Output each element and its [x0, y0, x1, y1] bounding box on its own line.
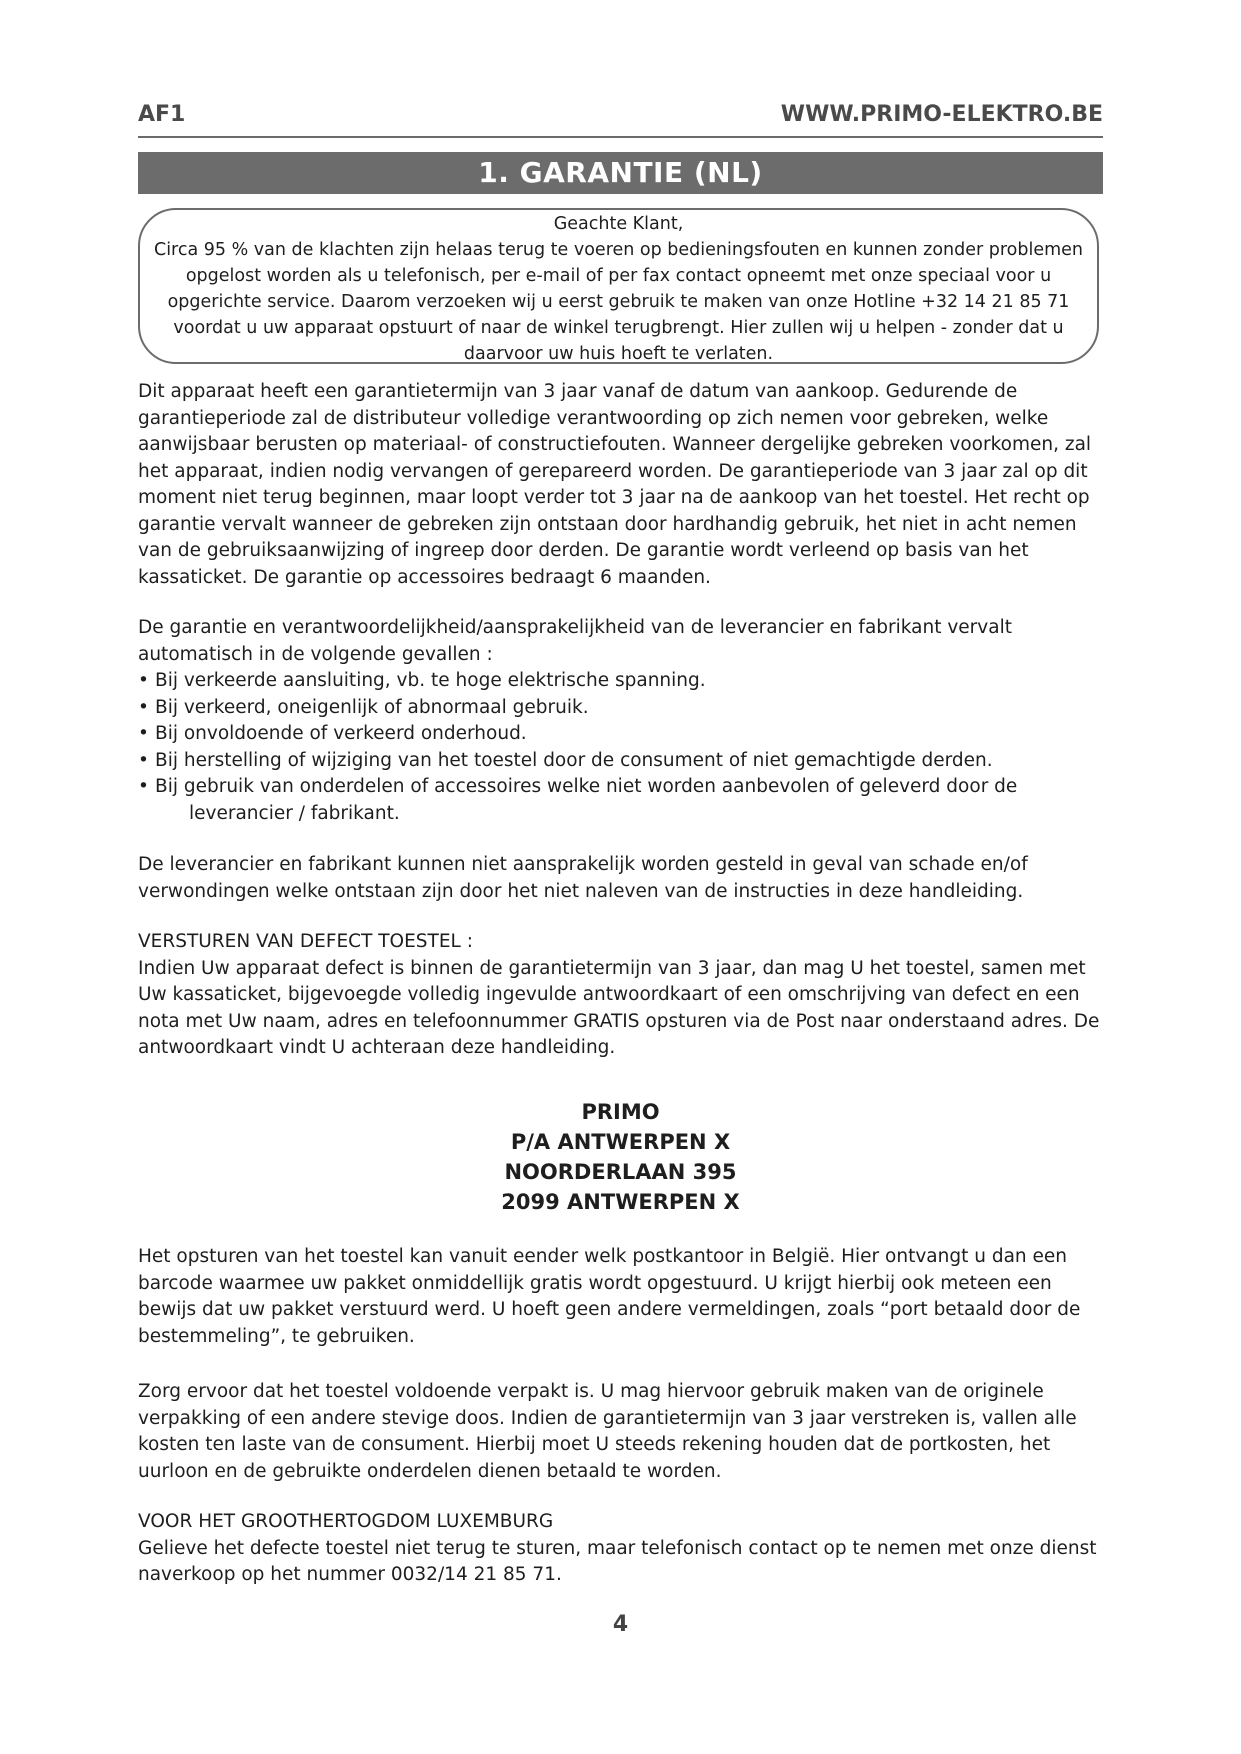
notice-line: opgerichte service. Daarom verzoeken wij u eerst gebruik te maken van onze Hotline +32 14 21 85 71 — [167, 292, 1070, 312]
paragraph-line: Gelieve het defecte toestel niet terug te sturen, maar telefonisch contact op te nemen met onze dienst — [138, 1537, 1097, 1559]
damage-paragraph — [138, 852, 1103, 905]
paragraph-line: Dit apparaat heeft een garantietermijn van 3 jaar vanaf de datum van aankoop. Gedurende de — [138, 381, 1018, 402]
notice-line: voordat u uw apparaat opstuurt of naar de winkel terugbrengt. Hier zullen wij u helpen - zonder dat u — [173, 318, 1064, 338]
notice-line: opgelost worden als u telefonisch, per e-mail of per fax contact opneemt met onze speciaal voor u — [185, 266, 1052, 286]
paragraph-line: uurloon en de gebruikte onderdelen dienen betaald te worden. — [138, 1460, 722, 1482]
paragraph-line: aanwijsbaar berusten op materiaal- of constructiefouten. Wanneer dergelijke gebreken voorkomen, zal — [138, 434, 1092, 455]
paragraph-line: verpakking of een andere stevige doos. Indien de garantietermijn van 3 jaar verstreken is, vallen alle — [138, 1407, 1077, 1429]
page-header — [138, 100, 1103, 138]
paragraph-line: kassaticket. De garantie op accessoires bedraagt 6 maanden. — [138, 566, 711, 588]
section-title: 1. GARANTIE (NL) — [138, 152, 1103, 194]
website-url: WWW.PRIMO-ELEKTRO.BE — [780, 102, 1103, 127]
address-line: 2099 ANTWERPEN X — [501, 1190, 740, 1214]
list-item-continuation: leverancier / fabrikant. — [189, 802, 400, 824]
paragraph-line: barcode waarmee uw pakket onmiddellijk gratis wordt opgestuurd. U krijgt hierbij ook meteen een — [138, 1272, 1052, 1294]
address-line: P/A ANTWERPEN X — [510, 1130, 731, 1154]
paragraph-line: garantie vervalt wanneer de gebreken zijn ontstaan door hardhandig gebruik, het niet in acht nemen — [138, 513, 1077, 535]
paragraph-line: De garantie en verantwoordelijkheid/aansprakelijkheid van de leverancier en fabrikant vervalt — [138, 617, 1012, 638]
paragraph-line: Uw kassaticket, bijgevoegde volledig ingevulde antwoordkaart of een omschrijving van defect en een — [138, 984, 1080, 1005]
shipping-section — [138, 929, 1103, 1062]
paragraph-line: het apparaat, indien nodig vervangen of gerepareerd worden. De garantieperiode van 3 jaar zal op dit — [138, 460, 1088, 482]
list-item-text: Bij onvoldoende of verkeerd onderhoud. — [155, 723, 527, 744]
list-item — [138, 774, 1103, 827]
packaging-paragraph — [138, 1379, 1103, 1485]
paragraph-line: naverkoop op het nummer 0032/14 21 85 71. — [138, 1564, 562, 1585]
list-item-text: Bij verkeerde aansluiting, vb. te hoge elektrische spanning. — [155, 670, 706, 691]
paragraph-line: Indien Uw apparaat defect is binnen de garantietermijn van 3 jaar, dan mag U het toestel, samen met — [138, 957, 1086, 979]
warranty-paragraph — [138, 379, 1103, 591]
paragraph-line: bewijs dat uw pakket verstuurd werd. U hoeft geen andere vermeldingen, zoals “port betaald door de — [138, 1299, 1081, 1320]
paragraph-line: automatisch in de volgende gevallen : — [138, 643, 493, 665]
notice-line: Circa 95 % van de klachten zijn helaas terug te voeren op bedieningsfouten en kunnen zonder problemen — [153, 240, 1084, 260]
paragraph-line: garantieperiode zal de distributeur volledige verantwoording op zich nemen voor gebreken, welke — [138, 407, 1049, 429]
paragraph-line: antwoordkaart vindt U achteraan deze handleiding. — [138, 1037, 616, 1058]
paragraph-line: De leverancier en fabrikant kunnen niet aansprakelijk worden gesteld in geval van schade en/of — [138, 854, 1028, 875]
paragraph-line: van de gebruiksaanwijzing of ingreep door derden. De garantie wordt verleend op basis van het — [138, 540, 1029, 561]
notice-line: Geachte Klant, — [553, 214, 684, 234]
return-address — [138, 1097, 1103, 1217]
luxembourg-heading: VOOR HET GROOTHERTOGDOM LUXEMBURG — [138, 1511, 554, 1532]
post-paragraph — [138, 1244, 1103, 1350]
liability-list — [138, 668, 1103, 827]
model-code: AF1 — [138, 102, 186, 127]
notice-box-text — [140, 211, 1097, 367]
shipping-heading: VERSTUREN VAN DEFECT TOESTEL : — [138, 931, 473, 952]
notice-line: daarvoor uw huis hoeft te verlaten. — [463, 344, 774, 364]
list-item — [138, 668, 1103, 695]
list-item-text: Bij herstelling of wijziging van het toestel door de consument of niet gemachtigde derden. — [155, 749, 993, 771]
list-item — [138, 695, 1103, 722]
list-item — [138, 748, 1103, 775]
paragraph-line: Het opsturen van het toestel kan vanuit eender welk postkantoor in België. Hier ontvangt u dan een — [138, 1246, 1068, 1267]
page-number: 4 — [612, 1612, 629, 1637]
list-item-text: Bij gebruik van onderdelen of accessoires welke niet worden aanbevolen of geleverd door de — [155, 776, 1018, 797]
paragraph-line: moment niet terug beginnen, maar loopt verder tot 3 jaar na de aankoop van het toestel. Het recht op — [138, 487, 1090, 508]
luxembourg-section — [138, 1509, 1103, 1589]
paragraph-line: verwondingen welke ontstaan zijn door het niet naleven van de instructies in deze handleiding. — [138, 880, 1024, 902]
list-item — [138, 721, 1103, 748]
liability-intro — [138, 615, 1103, 668]
paragraph-line: nota met Uw naam, adres en telefoonnummer GRATIS opsturen via de Post naar onderstaand adres. De — [138, 1010, 1100, 1032]
list-item-text: Bij verkeerd, oneigenlijk of abnormaal gebruik. — [155, 696, 589, 718]
paragraph-line: kosten ten laste van de consument. Hierbij moet U steeds rekening houden dat de portkosten, het — [138, 1434, 1051, 1455]
address-line: PRIMO — [581, 1100, 660, 1124]
address-line: NOORDERLAAN 395 — [504, 1160, 737, 1184]
paragraph-line: Zorg ervoor dat het toestel voldoende verpakt is. U mag hiervoor gebruik maken van de originele — [138, 1381, 1044, 1402]
paragraph-line: bestemmeling”, te gebruiken. — [138, 1325, 415, 1347]
